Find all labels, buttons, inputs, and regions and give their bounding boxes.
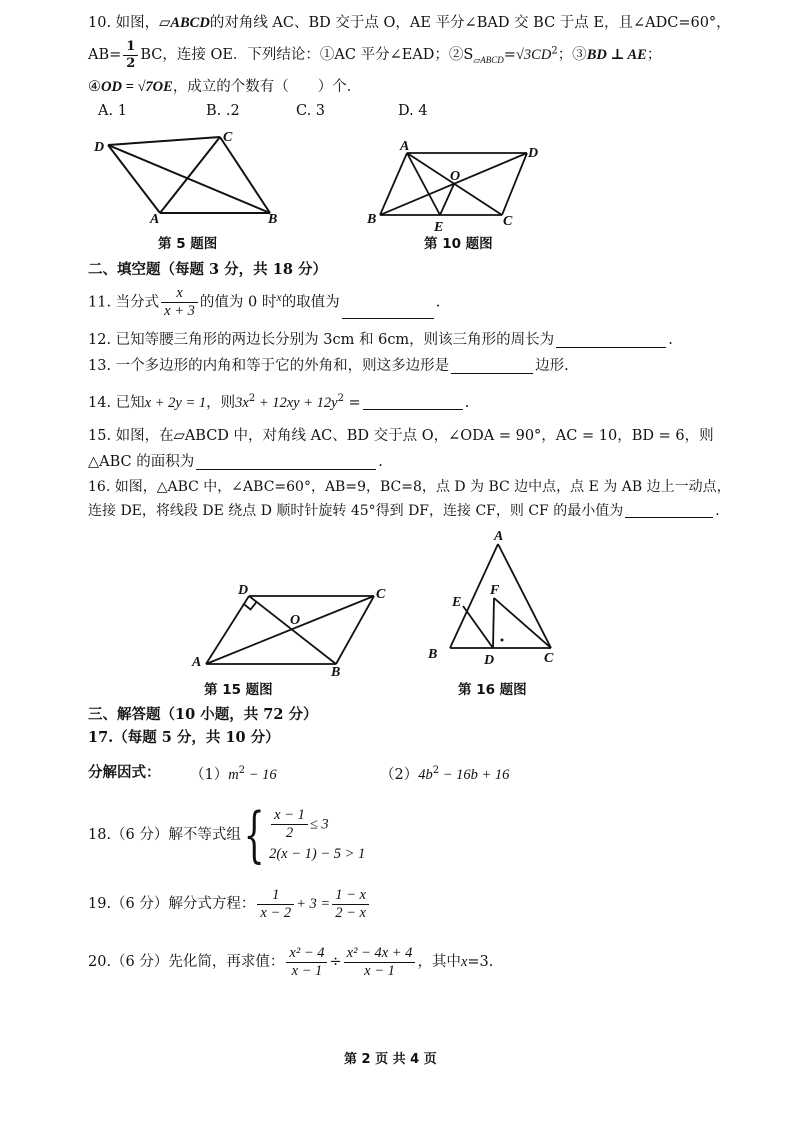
q10-frac-den: 2 <box>126 55 136 71</box>
q11-frac-num: x <box>161 286 198 303</box>
q14-line <box>88 394 469 410</box>
q10-option-c: C. 3 <box>296 103 326 119</box>
q17-p1-tail: − 16 <box>245 766 277 783</box>
q14-text-g: . <box>464 394 470 411</box>
q10-option-b: B. .2 <box>206 103 240 119</box>
q10-line2-g: ； <box>646 47 662 64</box>
fig5-label-C: C <box>223 130 233 145</box>
fig15-label-D: D <box>238 583 249 598</box>
q10-text-b: ABCD <box>170 15 210 31</box>
q10-line1 <box>88 16 731 31</box>
q10-line2-c: = <box>503 47 516 64</box>
fig15-label-O: O <box>290 613 301 628</box>
q16-line1: 16. 如图，△ABC 中，∠ABC=60°，AB=9，BC=8，点 D 为 BC 边中点，点 E 为 AB 边上一动点， <box>88 479 731 495</box>
q18-frac-num: x − 1 <box>271 808 308 825</box>
q10-line3-b: OD = √7OE <box>101 79 173 95</box>
fig16-label-F: F <box>490 583 500 598</box>
q12-text-a: 12. 已知等腰三角形的两边长分别为 3cm 和 6cm，则该三角形的周长为 <box>88 332 555 348</box>
q12-answer-blank[interactable] <box>556 335 666 348</box>
q17-prompt: 分解因式： <box>88 764 161 781</box>
section3-title: 三、解答题（10 小题，共 72 分） <box>88 706 318 723</box>
fig10-label-B: B <box>367 212 377 227</box>
q20-f1-num: x² − 4 <box>286 946 327 963</box>
q17-p2-tail: − 16b + 16 <box>439 766 510 783</box>
fig16-label-D: D <box>484 653 495 668</box>
q11-text-a: 11. 当分式 <box>88 294 160 311</box>
q11-frac-den: x + 3 <box>164 303 195 320</box>
q10-line2-sub: ▱ABCD <box>473 55 504 66</box>
q19-f2-den: 2 − x <box>335 905 366 922</box>
q18-system <box>269 808 365 862</box>
q19-line <box>88 888 371 921</box>
q10-frac-num: 1 <box>123 40 138 56</box>
q17-part1 <box>190 766 277 782</box>
fig5-label-D: D <box>94 140 105 155</box>
fig15-label-B: B <box>331 665 341 678</box>
q15-line1: 15. 如图，在▱ABCD 中，对角线 AC、BD 交于点 O，∠ODA = 90°，AC = 10，BD = 6，则 <box>88 428 714 444</box>
q17-p1-expr: m <box>228 766 239 783</box>
q18-label: 18.（6 分）解不等式组 <box>88 826 241 843</box>
q20-f1-den: x − 1 <box>291 963 323 980</box>
q16-line2 <box>88 504 720 518</box>
fig16-label-A: A <box>494 529 504 544</box>
q11-text-b: 的值为 0 时 <box>199 294 277 311</box>
q10-line2 <box>88 40 661 70</box>
q12-text-b: . <box>668 332 673 348</box>
q10-line2-a: AB= <box>88 47 122 64</box>
q14-text-f: = <box>343 394 361 411</box>
q20-f2-num: x² − 4x + 4 <box>344 946 416 963</box>
q11-answer-blank[interactable] <box>342 306 434 319</box>
q20-tail-a: ，其中 <box>417 954 461 971</box>
q18-ineq1-tail: ≤ 3 <box>309 816 329 833</box>
q11-line <box>88 286 440 319</box>
q11-fraction <box>161 286 198 319</box>
figure-16-diagram <box>422 526 572 676</box>
fig16-label-E: E <box>452 595 462 610</box>
q15-line2-b: . <box>378 454 383 470</box>
q16-line2-b: . <box>715 503 720 519</box>
fig16-caption: 第 16 题图 <box>458 682 527 698</box>
q17-p2-label: （2） <box>380 766 419 783</box>
q13-answer-blank[interactable] <box>451 361 533 374</box>
q15-line2-a: △ABC 的面积为 <box>88 454 195 470</box>
q10-line2-sup: 2 <box>551 45 558 57</box>
q19-f2-num: 1 − x <box>332 888 369 905</box>
q14-text-e: + 12xy + 12y <box>255 394 338 411</box>
q10-line3-c: ，成立的个数有（ ）个． <box>172 79 362 95</box>
q10-line3-a: ④ <box>88 79 101 95</box>
fig10-label-O: O <box>450 169 461 184</box>
q17-p1-sup: 2 <box>238 765 246 776</box>
q13-text-a: 13. 一个多边形的内角和等于它的外角和，则这多边形是 <box>88 358 450 374</box>
q10-option-a: A. 1 <box>98 103 127 119</box>
q14-text-e-sup: 2 <box>337 393 344 404</box>
q14-text-d-sup: 2 <box>248 393 256 404</box>
q10-text-c: 的对角线 AC、BD 交于点 O，AE 平分∠BAD 交 BC 于点 E，且∠ADC=60°， <box>209 15 731 31</box>
fig15-label-A: A <box>192 655 202 670</box>
q14-text-b: x + 2y = 1 <box>144 394 207 411</box>
q16-answer-blank[interactable] <box>625 505 713 518</box>
q20-tail-b: x <box>460 954 468 971</box>
fig15-caption: 第 15 题图 <box>204 682 273 698</box>
q19-label: 19.（6 分）解分式方程： <box>88 896 256 913</box>
fig10-caption: 第 10 题图 <box>424 236 493 252</box>
q17-p2-sup: 2 <box>432 765 440 776</box>
q17-part2 <box>380 766 509 782</box>
q20-f2-den: x − 1 <box>364 963 395 980</box>
q14-text-a: 14. 已知 <box>88 394 145 411</box>
fig5-label-B: B <box>268 212 278 227</box>
fig10-label-C: C <box>503 214 513 229</box>
q19-f1-den: x − 2 <box>260 905 292 922</box>
q10-fraction <box>123 40 138 70</box>
q15-answer-blank[interactable] <box>196 457 376 470</box>
q20-line <box>88 946 493 979</box>
q17-line <box>88 766 161 781</box>
q10-line2-e: ；③ <box>557 47 587 64</box>
q10-option-d: D. 4 <box>398 103 428 119</box>
q19-f1-num: 1 <box>257 888 294 905</box>
q10-line2-b: BC，连接 OE．下列结论：①AC 平分∠EAD；②S <box>140 47 474 64</box>
q20-label: 20.（6 分）先化简，再求值： <box>88 954 285 971</box>
q20-tail-c: =3. <box>467 954 494 971</box>
q15-line2 <box>88 455 383 470</box>
q10-line3 <box>88 80 361 95</box>
q11-text-e: . <box>435 294 441 311</box>
q10-line2-d: √3CD <box>515 47 552 64</box>
fig5-caption: 第 5 题图 <box>158 236 218 252</box>
fig15-label-C: C <box>376 587 386 602</box>
fig10-label-A: A <box>400 139 410 154</box>
q18-ineq1 <box>269 808 365 841</box>
q18-line <box>88 800 366 870</box>
q18-fraction <box>271 808 308 841</box>
q17-title: 17.（每题 5 分，共 10 分） <box>88 729 280 746</box>
q13-text-b: 边形. <box>535 358 569 374</box>
section2-title: 二、填空题（每题 3 分，共 18 分） <box>88 261 327 278</box>
figure-15-diagram <box>186 578 406 678</box>
q11-text-c: x <box>276 289 282 304</box>
figure-5-diagram <box>90 125 290 235</box>
parallelogram-icon: ▱ <box>159 15 171 31</box>
fig16-label-B: B <box>428 647 438 662</box>
q18-ineq2: 2(x − 1) − 5 > 1 <box>269 846 366 863</box>
fig10-label-D: D <box>528 146 539 161</box>
q11-text-d: 的取值为 <box>281 294 340 311</box>
q12-line <box>88 333 673 348</box>
figure-10-diagram <box>362 135 552 235</box>
q14-text-c: ，则 <box>206 394 236 411</box>
q16-line2-a: 连接 DE，将线段 DE 绕点 D 顺时针旋转 45°得到 DF，连接 CF，则 CF 的最小值为 <box>88 503 624 519</box>
q10-line2-f: BD ⊥ AE <box>586 47 647 64</box>
q19-mid: + 3 = <box>296 896 331 913</box>
page-footer: 第 2 页 共 4 页 <box>344 1052 437 1067</box>
fig5-label-A: A <box>150 212 160 227</box>
fig10-label-E: E <box>434 220 444 235</box>
q17-p2-expr: 4b <box>418 766 433 783</box>
left-brace-icon: { <box>243 800 265 870</box>
q19-fraction-1 <box>257 888 294 921</box>
q19-fraction-2 <box>332 888 369 921</box>
q14-answer-blank[interactable] <box>363 397 463 410</box>
q13-line <box>88 359 569 374</box>
q20-fraction-2 <box>344 946 416 979</box>
q17-p1-label: （1） <box>190 766 229 783</box>
q14-text-d: 3x <box>235 394 249 411</box>
q20-divide-op: ÷ <box>329 954 342 971</box>
fig16-label-C: C <box>544 651 554 666</box>
q20-fraction-1 <box>286 946 327 979</box>
q18-frac-den: 2 <box>285 825 294 842</box>
q10-text-a: 10. 如图， <box>88 15 160 31</box>
